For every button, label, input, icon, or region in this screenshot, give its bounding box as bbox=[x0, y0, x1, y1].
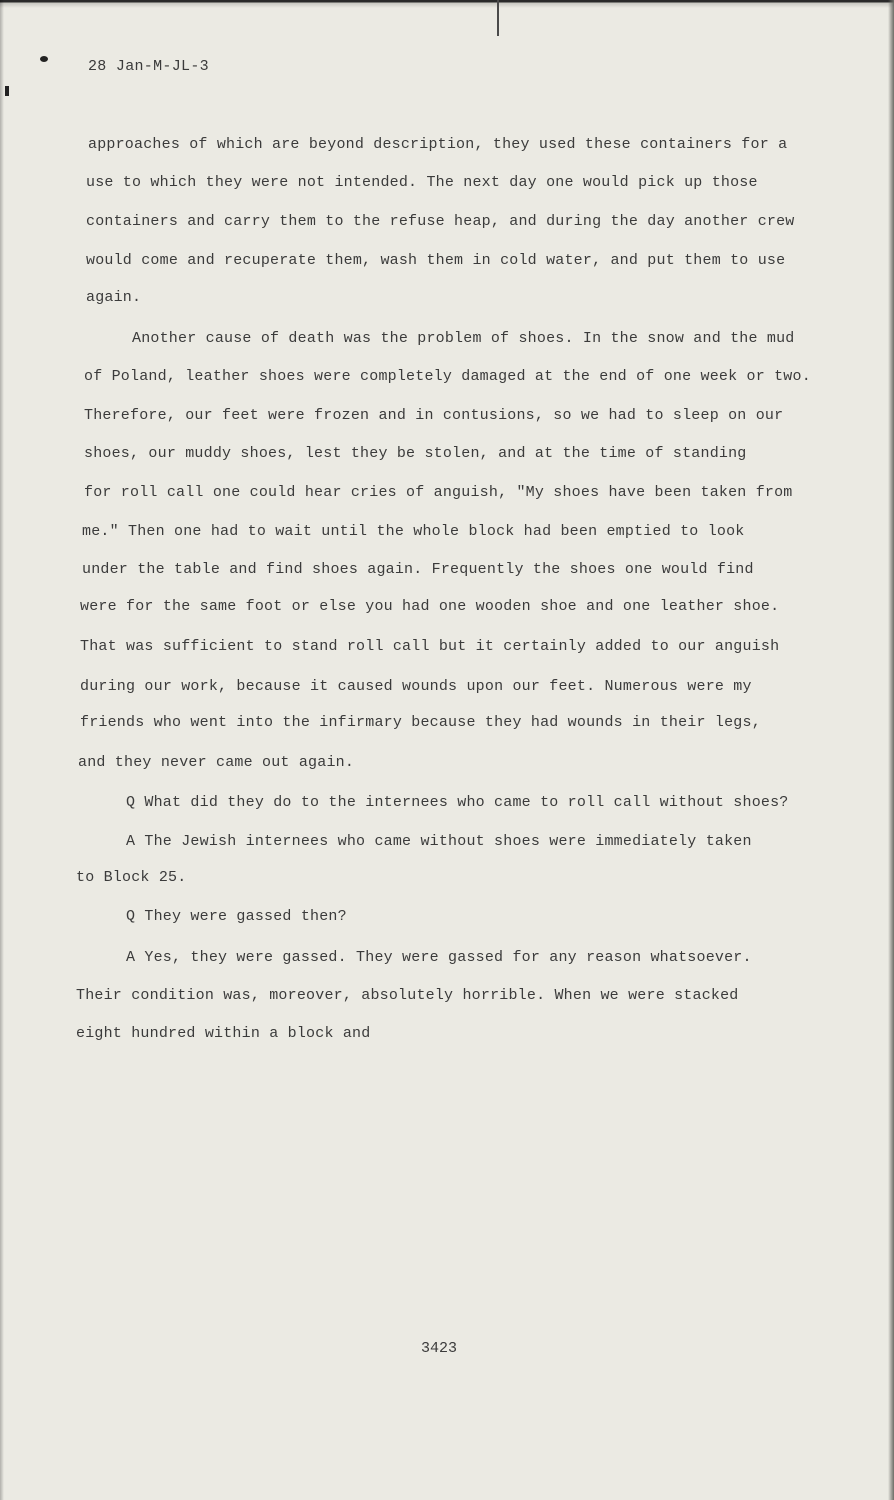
text-line: under the table and find shoes again. Frequently the shoes one would find bbox=[82, 561, 754, 578]
text-line: eight hundred within a block and bbox=[76, 1025, 371, 1042]
scan-edge-left bbox=[0, 0, 4, 1500]
text-line: containers and carry them to the refuse heap, and during the day another crew bbox=[86, 213, 795, 230]
page-number: 3423 bbox=[421, 1340, 458, 1357]
text-line: shoes, our muddy shoes, lest they be stolen, and at the time of standing bbox=[84, 445, 747, 462]
question-line: Q What did they do to the internees who came to roll call without shoes? bbox=[126, 794, 789, 811]
answer-line: A The Jewish internees who came without shoes were immediately taken bbox=[126, 833, 752, 850]
text-line: of Poland, leather shoes were completely damaged at the end of one week or two. bbox=[84, 368, 811, 385]
punch-hole-mark bbox=[40, 56, 48, 62]
binding-tab-mark bbox=[497, 0, 499, 36]
text-line: me." Then one had to wait until the whole block had been emptied to look bbox=[82, 523, 745, 540]
scan-edge-top bbox=[0, 0, 894, 8]
corner-mark bbox=[5, 86, 9, 96]
text-line: That was sufficient to stand roll call but it certainly added to our anguish bbox=[80, 638, 780, 655]
text-line: were for the same foot or else you had one wooden shoe and one leather shoe. bbox=[80, 598, 780, 615]
answer-line: A Yes, they were gassed. They were gassed for any reason whatsoever. bbox=[126, 949, 752, 966]
text-line: for roll call one could hear cries of anguish, "My shoes have been taken from bbox=[84, 484, 793, 501]
question-line: Q They were gassed then? bbox=[126, 908, 347, 925]
text-line: again. bbox=[86, 289, 142, 306]
text-line: friends who went into the infirmary because they had wounds in their legs, bbox=[80, 714, 761, 731]
text-line: and they never came out again. bbox=[78, 754, 355, 771]
scan-edge-right bbox=[888, 0, 894, 1500]
text-line: approaches of which are beyond description, they used these containers for a bbox=[88, 136, 788, 153]
text-line: to Block 25. bbox=[76, 869, 187, 886]
document-id: 28 Jan-M-JL-3 bbox=[88, 58, 209, 75]
text-line: use to which they were not intended. The next day one would pick up those bbox=[86, 174, 758, 191]
text-line: Another cause of death was the problem of shoes. In the snow and the mud bbox=[132, 330, 795, 347]
text-line: Their condition was, moreover, absolutely horrible. When we were stacked bbox=[76, 987, 739, 1004]
text-line: would come and recuperate them, wash them in cold water, and put them to use bbox=[86, 252, 786, 269]
text-line: during our work, because it caused wounds upon our feet. Numerous were my bbox=[80, 678, 752, 695]
text-line: Therefore, our feet were frozen and in contusions, so we had to sleep on our bbox=[84, 407, 784, 424]
